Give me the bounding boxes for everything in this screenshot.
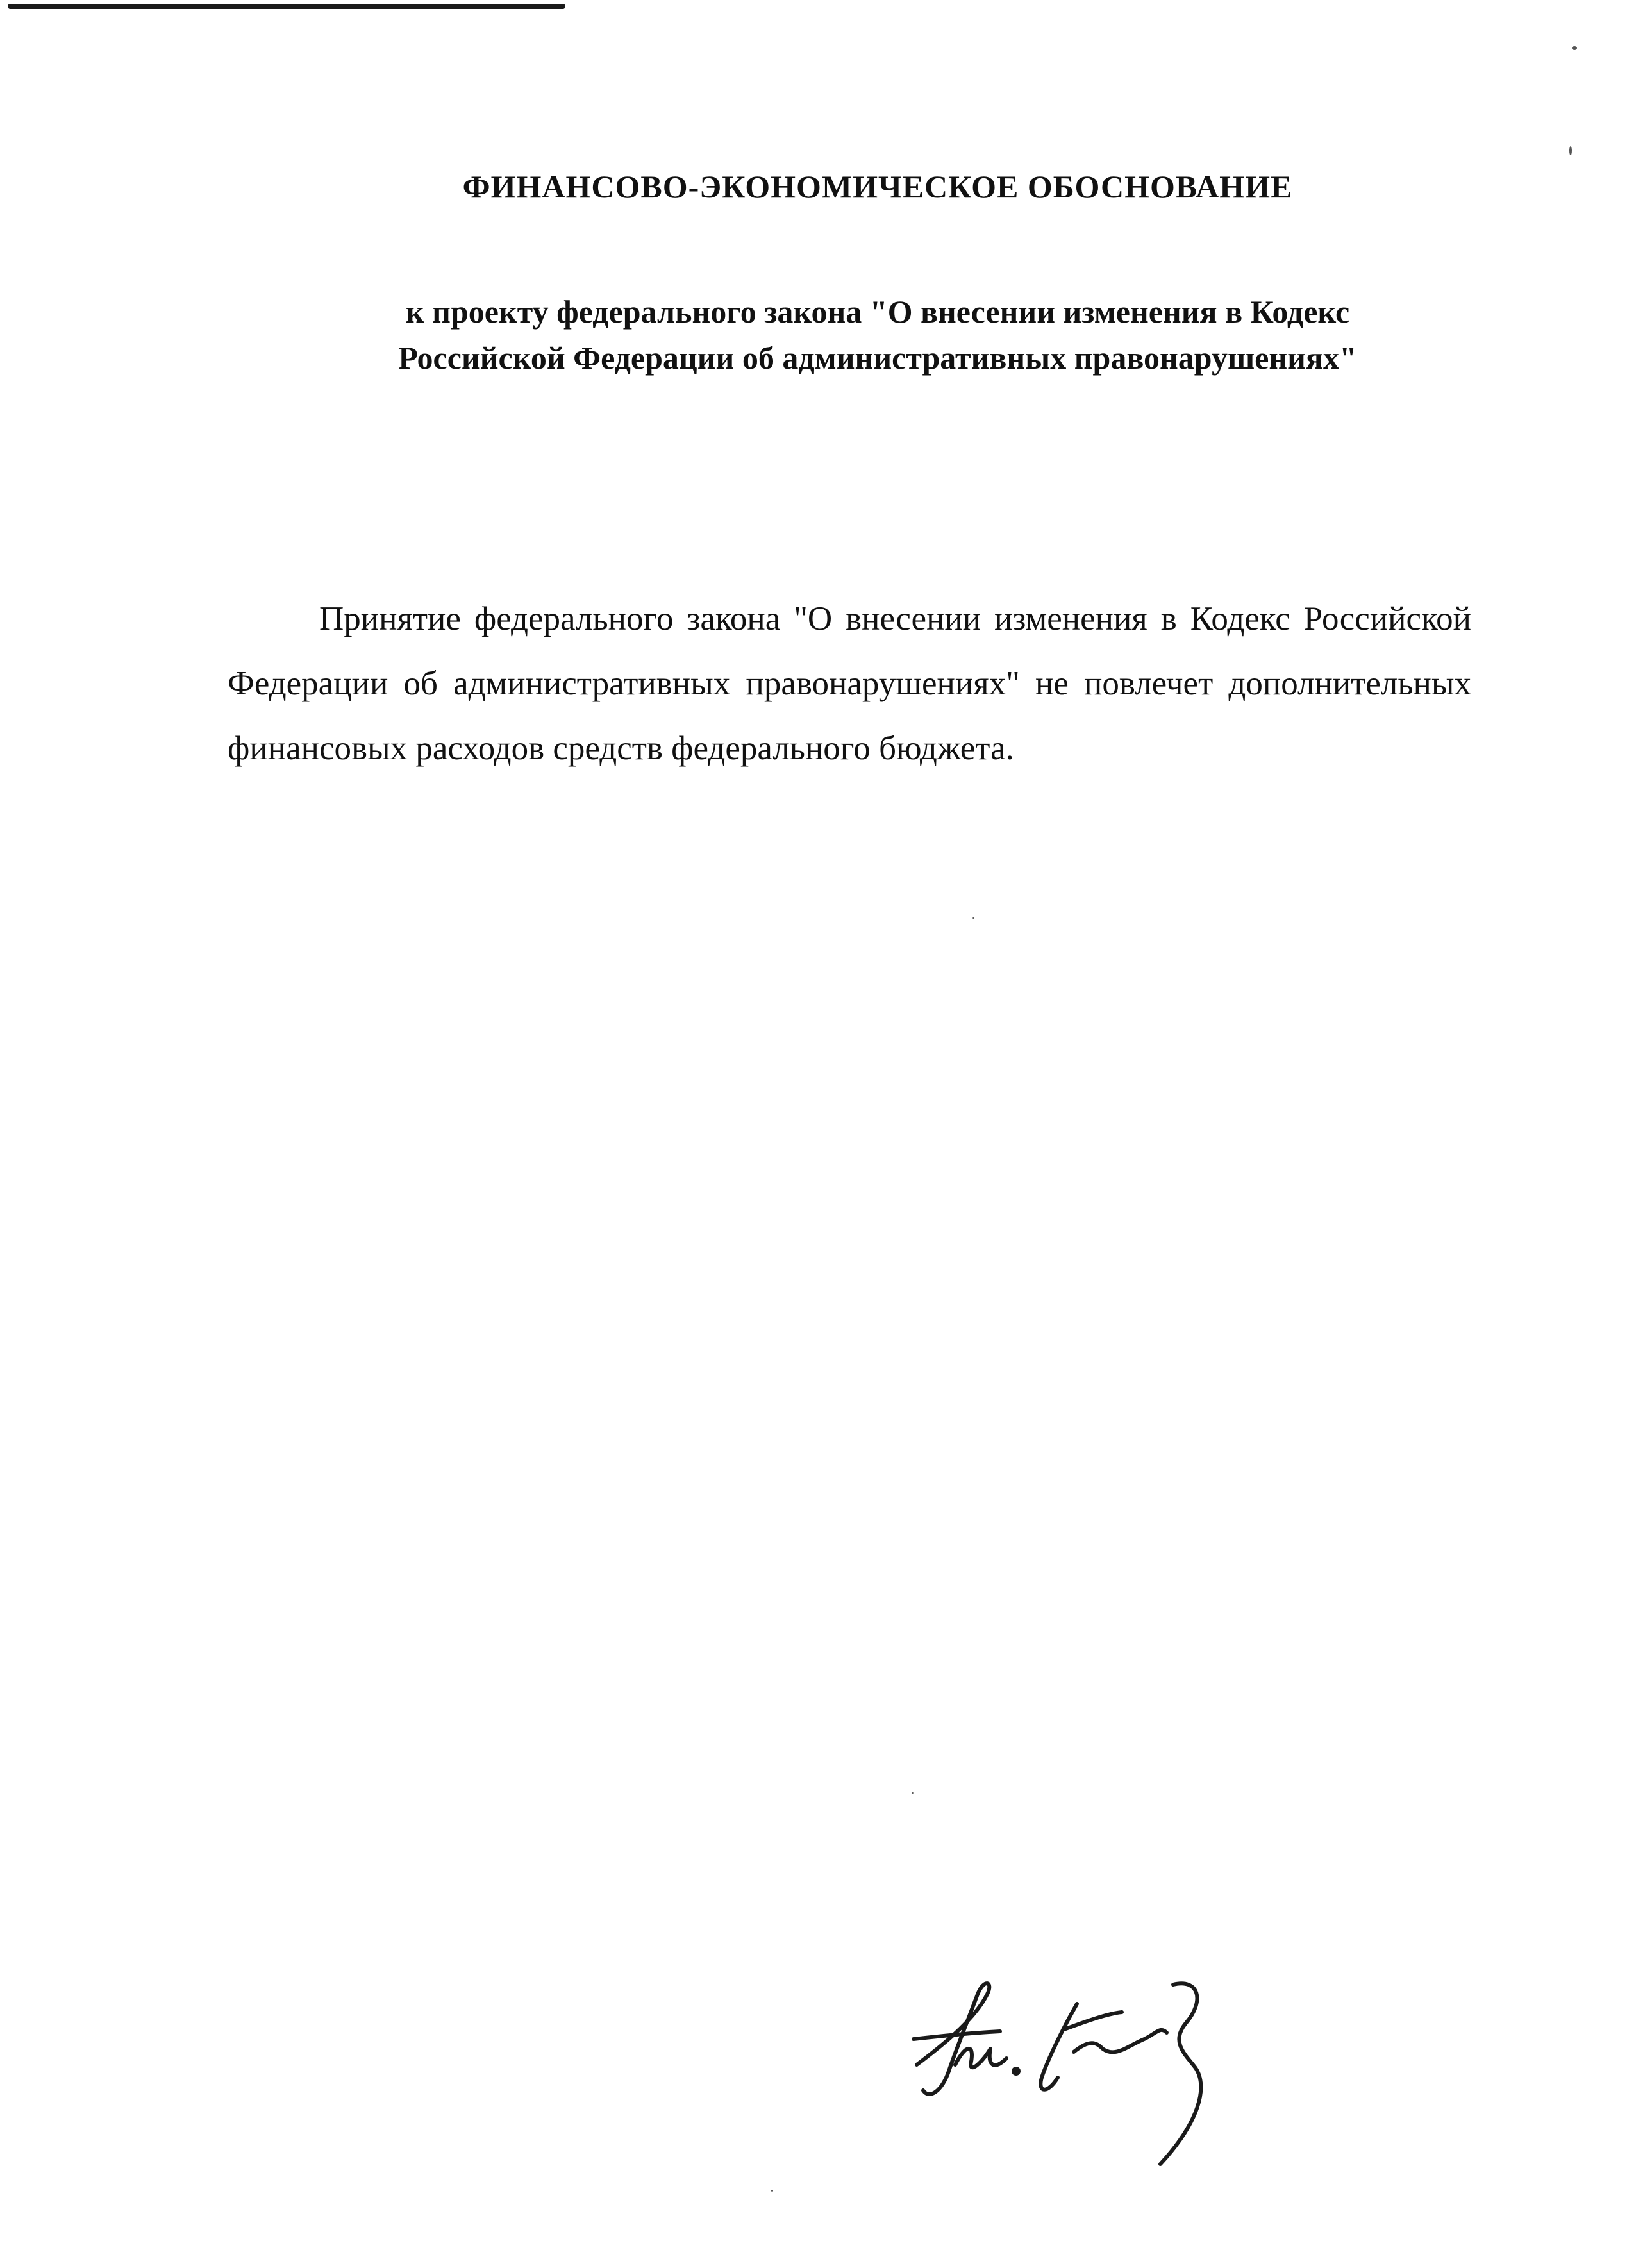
scan-speck (972, 917, 974, 919)
document-subtitle (0, 289, 1627, 381)
scan-edge-line (8, 4, 565, 9)
scan-speck (912, 1792, 914, 1794)
subtitle-line-1: к проекту федерального закона "О внесении изменения в Кодекс (405, 294, 1350, 330)
scan-speck (1569, 146, 1572, 155)
subtitle-line-2: Российской Федерации об административных правонарушениях" (398, 340, 1357, 376)
scan-speck (1572, 46, 1577, 50)
document-title: ФИНАНСОВО-ЭКОНОМИЧЕСКОЕ ОБОСНОВАНИЕ (462, 169, 1293, 205)
handwritten-signature-icon (904, 1969, 1224, 2174)
scan-speck (771, 2190, 773, 2192)
body-paragraph: Принятие федерального закона "О внесении изменения в Кодекс Российской Федерации об административных правонарушениях" не повлечет дополнительных финансовых расходов средств федерального бюджета. (228, 600, 1471, 767)
